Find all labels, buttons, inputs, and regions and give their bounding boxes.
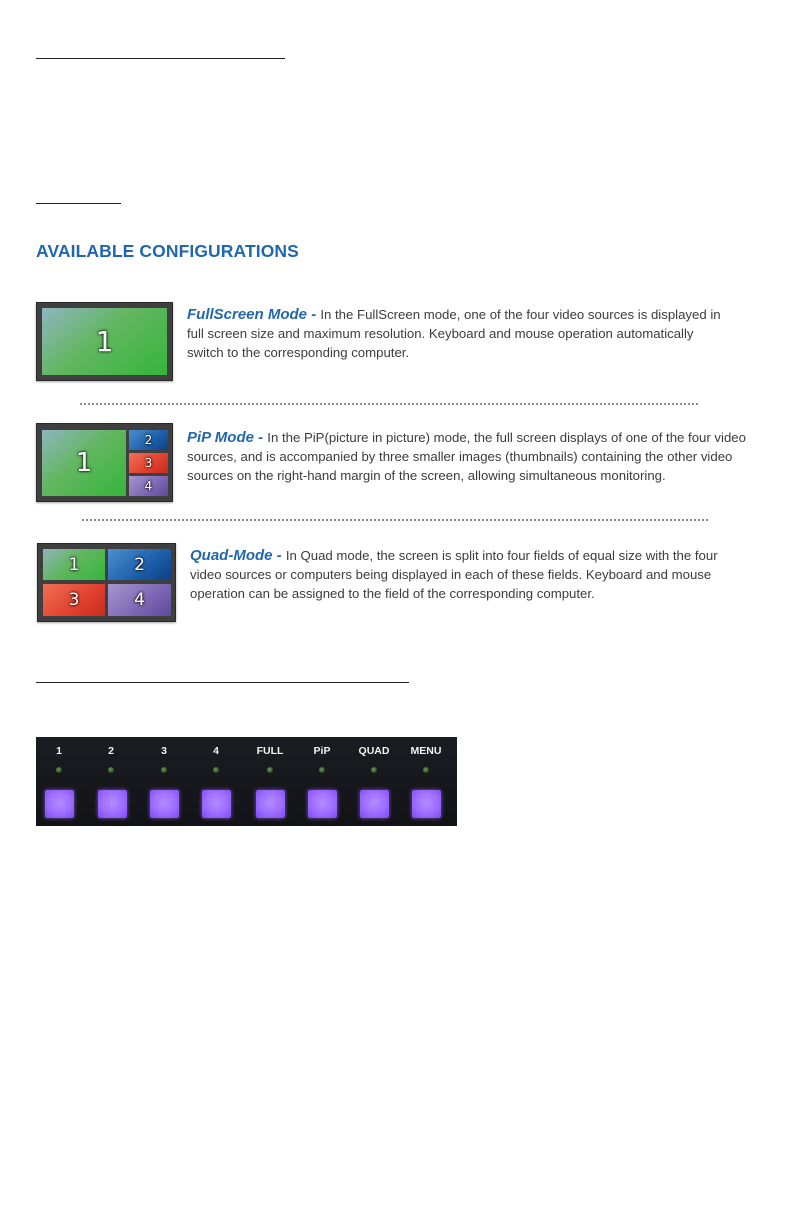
key-label-full: FULL [256,745,284,757]
front-panel [36,737,457,826]
key-label-quad: QUAD [358,745,390,757]
pip-tile-4: 4 [129,476,168,496]
top-rule [36,58,285,59]
pip-description [187,428,747,485]
short-rule [36,203,121,204]
pip-mode-text: In the PiP(picture in picture) mode, the full screen displays of one of the four video sources, and is accompanied by three smaller images (thumbnails) containing the other video sources on the right-hand margin of the screen, allowing simultaneous monitoring. [187,430,746,483]
quad-mode-title: Quad-Mode - [190,547,286,564]
divider-1 [80,403,698,405]
led-menu [423,767,429,773]
pip-tile-3: 3 [129,453,168,473]
quad-tile-3: 3 [43,584,105,616]
panel-section-rule [36,682,409,683]
quad-description [190,546,750,603]
pip-tile-1: 1 [42,430,126,496]
button-menu[interactable] [412,790,441,818]
fullscreen-mode-title: FullScreen Mode - [187,306,321,323]
key-label-2: 2 [108,745,114,757]
led-3 [161,767,167,773]
quad-thumbnail [37,543,176,622]
button-1[interactable] [45,790,74,818]
button-pip[interactable] [308,790,337,818]
fullscreen-thumbnail [36,302,173,381]
key-label-1: 1 [56,745,62,757]
button-quad[interactable] [360,790,389,818]
fullscreen-description [187,305,727,362]
button-4[interactable] [202,790,231,818]
key-label-pip: PiP [313,745,331,757]
led-full [267,767,273,773]
pip-mode-title: PiP Mode - [187,429,268,446]
pip-thumbnail [36,423,173,502]
fullscreen-tile-1: 1 [42,308,167,375]
quad-tile-2: 2 [108,549,171,580]
button-2[interactable] [98,790,127,818]
led-4 [213,767,219,773]
key-label-3: 3 [161,745,167,757]
key-label-menu: MENU [410,745,442,757]
key-label-4: 4 [213,745,219,757]
quad-tile-4: 4 [108,584,171,616]
led-2 [108,767,114,773]
led-1 [56,767,62,773]
quad-tile-1: 1 [43,549,105,580]
fullscreen-mode-text: In the FullScreen mode, one of the four video sources is displayed in full screen size and maximum resolution. Keyboard and mouse operation automatically switch to the corresponding computer. [187,307,721,360]
quad-mode-text: In Quad mode, the screen is split into four fields of equal size with the four video sources or computers being displayed in each of these fields. Keyboard and mouse operation can be assigned to the field of the corresponding computer. [190,548,718,601]
section-heading: AVAILABLE CONFIGURATIONS [36,241,299,261]
led-quad [371,767,377,773]
pip-tile-2: 2 [129,430,168,450]
button-3[interactable] [150,790,179,818]
divider-2 [82,519,708,521]
button-full[interactable] [256,790,285,818]
led-pip [319,767,325,773]
